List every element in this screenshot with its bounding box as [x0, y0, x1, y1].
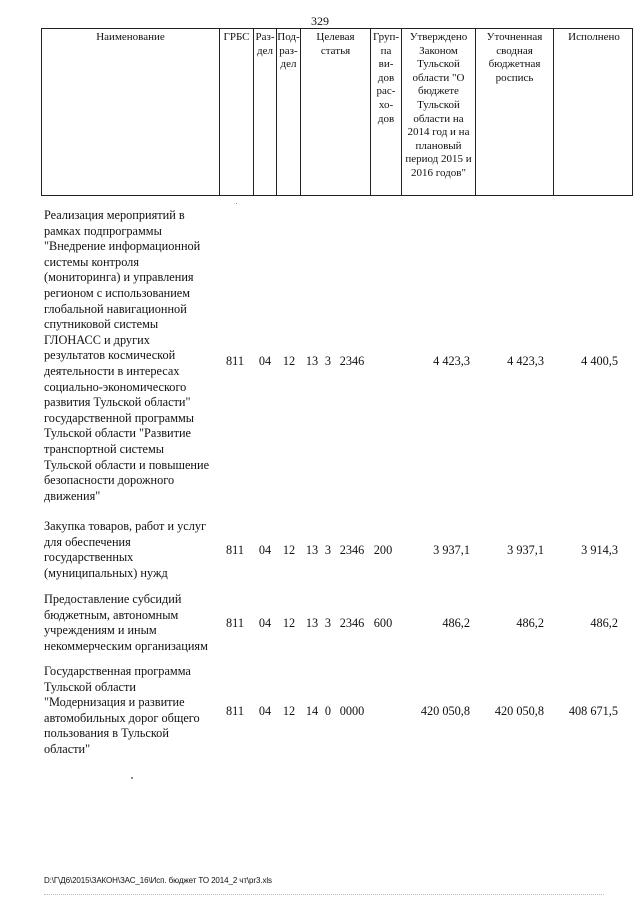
row-executed: 486,2	[590, 616, 618, 630]
row-podrazdel: 12	[282, 354, 296, 368]
footer-divider	[44, 894, 604, 895]
row-approved: 4 423,3	[433, 354, 470, 368]
scan-speck	[131, 777, 133, 779]
header-approved: Утверждено Законом Тульской области "О бюджете Тульской области на 2014 год и на плановый период 2015 и 2016 годов"	[402, 29, 476, 195]
row-podrazdel: 12	[282, 543, 296, 557]
header-executed: Исполнено	[568, 31, 620, 43]
row-revised: 4 423,3	[507, 354, 544, 368]
row-approved: 486,2	[442, 616, 470, 630]
row-razdel: 04	[258, 616, 272, 630]
row-executed: 3 914,3	[581, 543, 618, 557]
row-target-program: 13	[305, 543, 319, 557]
row-revised: 420 050,8	[494, 704, 544, 718]
header-name: Наименование	[42, 29, 220, 195]
row-grbs: 811	[226, 354, 244, 368]
row-approved: 420 050,8	[420, 704, 470, 718]
header-grbs: ГРБС	[220, 29, 254, 195]
row-executed: 408 671,5	[568, 704, 618, 718]
row-razdel: 04	[258, 354, 272, 368]
row-podrazdel: 12	[282, 704, 296, 718]
row-grbs: 811	[226, 704, 244, 718]
header-target: Целевая статья	[301, 29, 371, 195]
row-revised: 3 937,1	[507, 543, 544, 557]
row-target-subprogram: 3	[324, 616, 332, 630]
scan-speck	[236, 203, 237, 204]
row-group: 600	[373, 616, 393, 630]
row-approved: 3 937,1	[433, 543, 470, 557]
row-razdel: 04	[258, 543, 272, 557]
row-target-program: 13	[305, 616, 319, 630]
row-name: Закупка товаров, работ и услуг для обеспечения государственных (муниципальных) нужд	[44, 519, 207, 580]
row-target-code: 2346	[339, 543, 365, 557]
row-executed: 4 400,5	[581, 354, 618, 368]
row-name: Реализация мероприятий в рамках подпрограммы "Внедрение информационной системы контроля (мониторинга) и управления регионом с использованием глобальной навигационной спутниковой системы ГЛОНАСС и других результатов космической деятельности в интересах социально-экономического развития Тульской области" государственной программы Тульской области "Развитие транспортной системы Тульской области и повышение безопасности дорожного движения"	[44, 208, 210, 503]
header-revised: Уточненная сводная бюджетная роспись	[476, 29, 554, 195]
header-podrazdel: Под- раз- дел	[277, 29, 301, 195]
row-target-subprogram: 3	[324, 354, 332, 368]
row-podrazdel: 12	[282, 616, 296, 630]
row-razdel: 04	[258, 704, 272, 718]
row-name: Государственная программа Тульской области "Модернизация и развитие автомобильных дорог общего пользования в Тульской области"	[44, 664, 200, 756]
row-target-subprogram: 0	[324, 704, 332, 718]
row-grbs: 811	[226, 616, 244, 630]
table-header	[41, 28, 633, 196]
row-grbs: 811	[226, 543, 244, 557]
row-revised: 486,2	[516, 616, 544, 630]
row-target-code: 0000	[339, 704, 365, 718]
row-name: Предоставление субсидий бюджетным, автономным учреждениям и иным некоммерческим организациям	[44, 592, 208, 653]
row-target-code: 2346	[339, 354, 365, 368]
row-target-code: 2346	[339, 616, 365, 630]
footer-file-path: D:\Г\Д6\2015\ЗАКОН\ЗАС_16\Исп. бюджет ТО 2014_2 чт\pr3.xls	[44, 876, 272, 885]
header-group: Груп- па ви- дов рас- хо- дов	[371, 29, 402, 195]
header-razdel: Раз- дел	[254, 29, 277, 195]
row-group: 200	[373, 543, 393, 557]
row-target-program: 13	[305, 354, 319, 368]
row-target-subprogram: 3	[324, 543, 332, 557]
row-target-program: 14	[305, 704, 319, 718]
page-number: 329	[311, 14, 329, 28]
